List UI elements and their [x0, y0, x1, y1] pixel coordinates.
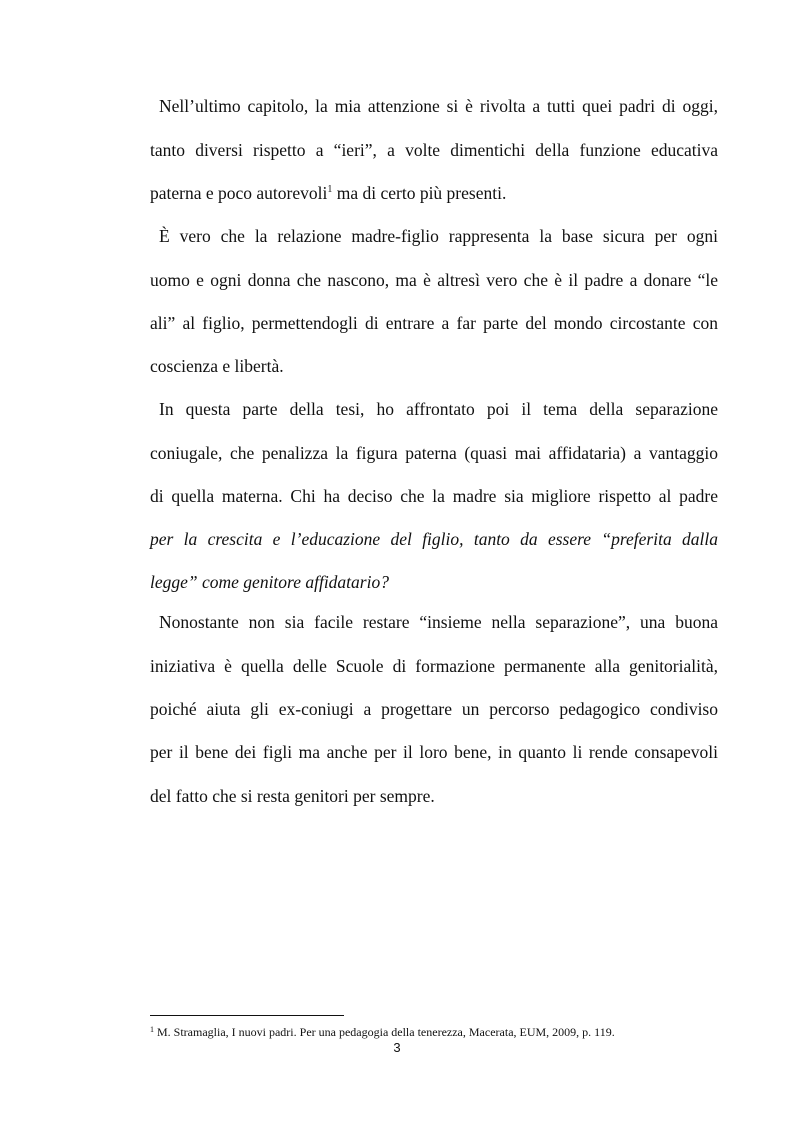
paragraph-2-line-2: uomo e ogni donna che nascono, ma è altresì vero che è il padre a donare “le — [150, 270, 718, 290]
paragraph-4-line-5: del fatto che si resta genitori per sempre. — [150, 786, 435, 806]
paragraph-2-line-1: È vero che la relazione madre-figlio rappresenta la base sicura per ogni — [159, 226, 718, 246]
paragraph-4-line-2: iniziativa è quella delle Scuole di formazione permanente alla genitorialità, — [150, 656, 718, 676]
footnote — [150, 1025, 615, 1039]
paragraph-3-line-5: legge” come genitore affidatario? — [150, 572, 389, 592]
paragraph-4-line-4: per il bene dei figli ma anche per il loro bene, in quanto li rende consapevoli — [150, 742, 718, 762]
footnote-separator — [150, 1015, 344, 1016]
paragraph-1-line-3-text: paterna e poco autorevoli — [150, 183, 328, 203]
paragraph-1-line-3 — [150, 181, 718, 205]
paragraph-4-line-1: Nonostante non sia facile restare “insieme nella separazione”, una buona — [159, 612, 718, 632]
footnote-number: 1 — [150, 1025, 154, 1034]
paragraph-3-line-2: coniugale, che penalizza la figura paterna (quasi mai affidataria) a vantaggio — [150, 443, 718, 463]
paragraph-2-line-4: coscienza e libertà. — [150, 356, 284, 376]
paragraph-3-line-3: di quella materna. Chi ha deciso che la madre sia migliore rispetto al padre — [150, 486, 718, 506]
page-number: 3 — [393, 1040, 401, 1055]
footnote-text: M. Stramaglia, I nuovi padri. Per una pedagogia della tenerezza, Macerata, EUM, 2009, p. 119. — [157, 1025, 615, 1039]
paragraph-3-line-1: In questa parte della tesi, ho affrontato poi il tema della separazione — [159, 399, 718, 419]
paragraph-1-line-1: Nell’ultimo capitolo, la mia attenzione si è rivolta a tutti quei padri di oggi, — [159, 96, 718, 116]
paragraph-2-line-3: ali” al figlio, permettendogli di entrare a far parte del mondo circostante con — [150, 313, 718, 333]
footnote-reference: 1 — [327, 184, 333, 195]
paragraph-4-line-3: poiché aiuta gli ex-coniugi a progettare un percorso pedagogico condiviso — [150, 699, 718, 719]
paragraph-3-line-4: per la crescita e l’educazione del figlio, tanto da essere “preferita dalla — [150, 529, 718, 549]
paragraph-1-line-2: tanto diversi rispetto a “ieri”, a volte dimentichi della funzione educativa — [150, 140, 718, 160]
paragraph-1-line-3-tail: ma di certo più presenti. — [336, 183, 507, 203]
